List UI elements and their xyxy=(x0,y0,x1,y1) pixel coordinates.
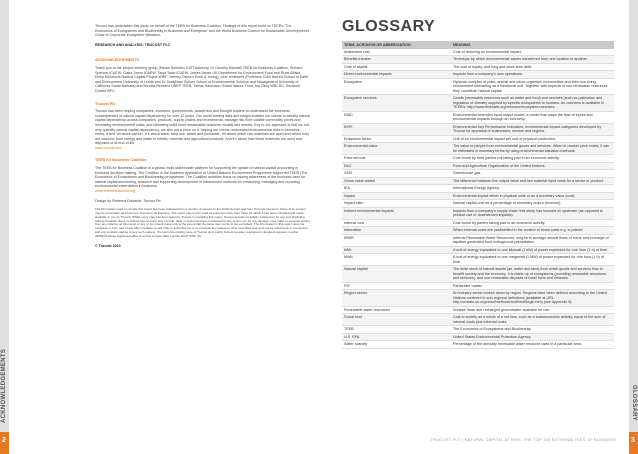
glossary-meaning: Impacts from a company's own operations. xyxy=(451,71,614,79)
glossary-row xyxy=(342,78,614,95)
glossary-meaning: Impacts from a company's supply chain; this study has focused on upstream (as opposed to product use or downstream impacts). xyxy=(451,207,614,219)
glossary-row xyxy=(342,333,614,341)
glossary-term: Social cost xyxy=(342,314,451,326)
glossary-meaning: An industry sector broken down by region. Regions have been defined according to the United Nations continent to sub-regional definitions (available at URL: http://unstats.un.org/unsd/methods/m49/m49regin.htm) (see Appendix 5). xyxy=(451,290,614,307)
glossary-meaning: Environmental extended input-output model, a model that maps the flow of inputs and environmental impacts through an economy. xyxy=(451,111,614,123)
glossary-term: Natural capital xyxy=(342,266,451,283)
glossary-row xyxy=(342,306,614,314)
glossary-row xyxy=(342,170,614,178)
glossary-row xyxy=(342,123,614,135)
glossary-term: Internalise xyxy=(342,227,451,235)
teeb-text: The TEEB for Business Coalition is a global, multi-stakeholder platform for supporting the uptake of natural capital accounting in business decision-making. The Coalition is the business application of United Nations Environment Programme supported TEEB (The Economics of Ecosystems and Biodiversity) programme. The Coalition activities focus on raising awareness of the business case for natural capital accounting, research and supporting development of harmonised methods for measuring, managing and reporting environmental externalities in business. xyxy=(95,166,308,189)
glossary-term: Gross value added xyxy=(342,177,451,185)
research-line: RESEARCH AND ANALYSIS: TRUCOST PLC xyxy=(95,42,171,47)
teeb-link-line xyxy=(95,189,310,194)
teeb-heading: TEEB for Business Coalition xyxy=(95,158,147,163)
glossary-term: Direct environmental impacts xyxy=(342,71,451,79)
acknowledgements-column xyxy=(95,20,310,253)
glossary-meaning: Natural capital cost as a percentage of monetary output (revenue). xyxy=(451,200,614,208)
glossary-meaning: Food and Agriculture Organization of the United Nations. xyxy=(451,162,614,170)
glossary-row xyxy=(342,200,614,208)
glossary-meaning: Cost borne by parties taking part in an economic activity. xyxy=(451,219,614,227)
glossary-row xyxy=(342,56,614,64)
glossary-term: TEEB xyxy=(342,326,451,334)
glossary-term: EIBD xyxy=(342,111,451,123)
glossary-meaning: A unit of energy equivalent to one megawatt (1 MW) of power expended for one hour (1 h) of time. xyxy=(451,254,614,266)
glossary-term: kWh xyxy=(342,246,451,254)
glossary-term: Ecosystem xyxy=(342,78,451,95)
acknowledgements-heading: ACKNOWLEDGEMENTS xyxy=(95,58,139,63)
glossary-row xyxy=(342,135,614,143)
glossary-term: Ecosystem services xyxy=(342,95,451,112)
glossary-meaning: The finite stock of natural assets (air, water and land) from which goods and services flow to benefit society and the economy. It is made up of ecosystems (providing renewable resources and services), and non-renewable deposits of fossil fuels and minerals. xyxy=(451,266,614,283)
glossary-row xyxy=(342,266,614,283)
acknowledgements-spine-label: ACKNOWLEDGEMENTS xyxy=(1,348,7,423)
glossary-row xyxy=(342,219,614,227)
glossary-term: Internal cost xyxy=(342,219,451,227)
right-page-number: 3 xyxy=(631,437,635,444)
glossary-meaning: Surface flows and recharged groundwater available for use. xyxy=(451,306,614,314)
glossary-meaning: Environmental impact either in physical units or as a monetary value (cost). xyxy=(451,192,614,200)
glossary-term: FAO xyxy=(342,162,451,170)
glossary-term: MWh xyxy=(342,254,451,266)
glossary-meaning: The difference between the output value and raw material input costs for a sector or product. xyxy=(451,177,614,185)
glossary-term: Impact ratio xyxy=(342,200,451,208)
glossary-meaning: The value to people from environmental goods and services. When in-market price exists, it can be estimated in monetary terms by using environmental valuation methods. xyxy=(451,143,614,155)
glossary-term: Renewable water resources xyxy=(342,306,451,314)
glossary-row xyxy=(342,177,614,185)
meaning-column-header: MEANING xyxy=(451,41,614,49)
glossary-row xyxy=(342,155,614,163)
glossary-spine-label: GLOSSARY xyxy=(631,385,637,421)
disclaimer: The information used to compile this report has been collected from a number of sources in the public domain and from Trucost's licensors. Some of its content may be proprietary and belong to Trucost or its licensors. The report may not be used for purposes other than those for which it has been compiled and made available to you by Trucost. Whilst every care has been taken by Trucost in compiling this report, Trucost accepts no liability whatsoever for any loss (including without limitation direct or indirect loss and any loss of profit, data, or economic loss) occasioned to any person nor for any damage, cost, claim or expense arising from any reliance on this report or any of its content (save only to the extent that the same may not be in law excluded). The information in this report does not constitute or form part of any offer, invitation to sell, offer to subscribe for or to purchase any shares or other securities and must not be relied upon in connection with any contract relating to any such matters. Trucost is the trading name of Trucost plc a public limited company registered in England company number 3929223 whose registered office is at One London Wall, London EC2Y 5AB, UK. xyxy=(95,207,310,238)
glossary-meaning: A unit of energy equivalent to one kilowatt (1 kW) of power expended for one hour (1 h) of time. xyxy=(451,246,614,254)
glossary-header-row xyxy=(342,41,614,49)
glossary-term: Indirect environmental impacts xyxy=(342,207,451,219)
glossary-meaning: Cost borne by third parties not taking part in an economic activity. xyxy=(451,155,614,163)
glossary-meaning: Dynamic complex of plant, animal and micro-organism communities and their non-living environment interacting as a functional unit. Together with aspects of non-renewable resources they constitute 'natural capital'. xyxy=(451,78,614,95)
glossary-row xyxy=(342,326,614,334)
design-credit: Design by Rebecca Edwards, Trucost Plc xyxy=(95,198,161,203)
glossary-row xyxy=(342,282,614,290)
copyright: © Trucost 2013 xyxy=(95,243,121,248)
glossary-meaning: The cost of equity, and long and short-term debt. xyxy=(451,63,614,71)
glossary-row xyxy=(342,111,614,123)
glossary-term: Impact xyxy=(342,192,451,200)
trucost-link-line xyxy=(95,146,310,151)
glossary-term: IRWR xyxy=(342,234,451,246)
trucost-link[interactable]: www.trucost.com xyxy=(95,145,123,150)
left-page-number: 2 xyxy=(2,437,6,444)
glossary-row xyxy=(342,207,614,219)
glossary-row xyxy=(342,314,614,326)
glossary-meaning: The Economics of Ecosystems and Biodiversity. xyxy=(451,326,614,334)
glossary-term: U.S. EPA xyxy=(342,333,451,341)
glossary-meaning: Internal Renewable Water Resources; long-term average annual flows of rivers and recharge of aquifers generated from endogenous precipitation. xyxy=(451,234,614,246)
acknowledgements-text: Thank you to the project steering group (Pavan Sukhdev GIST Advisory, Dr Dorothy Maxwell TEEB for Business Coalition, Richard Spencer ICAEW, Claire Jones ICAEW, Tanja Tadic ICAEW, James Vause UK Department for Environment Food and Rural Affairs, Emily McKenzie Natural Capital Project WWF, Jeremy Osborn Ernst & Young), peer reviewers (Professor Colin Barrett School of Earth and Environment University of Leeds and Dr Surajbhan Sollner School of Environmental Science and Management University of California Santa Barbara) and Nicolas Bertrand UNEP TEEB, Tobias Hartmann Global Nature Fund, Ina Zikey WBCSD, Suzanne Durant WRI. xyxy=(95,65,309,93)
glossary-term: PM xyxy=(342,282,451,290)
glossary-row xyxy=(342,246,614,254)
glossary-term: Cost of capital xyxy=(342,63,451,71)
glossary-term: Water scarcity xyxy=(342,341,451,349)
glossary-meaning: International Energy Agency. xyxy=(451,185,614,193)
glossary-term: Emissions factor xyxy=(342,135,451,143)
glossary-row xyxy=(342,234,614,246)
glossary-meaning: When external costs are paid/settled in the context of those costs e.g. a polluter. xyxy=(451,227,614,235)
glossary-term: External cost xyxy=(342,155,451,163)
glossary-row xyxy=(342,290,614,307)
glossary-row xyxy=(342,185,614,193)
glossary-row xyxy=(342,63,614,71)
term-column-header: TERM, ACRONYM OR ABBREVIATION xyxy=(342,41,451,49)
glossary-meaning: Environmental Key Performance Indicators, environmental impact categories developed by Trucost for appraisal of businesses, sectors and regions. xyxy=(451,123,614,135)
glossary-meaning: Particulate matter. xyxy=(451,282,614,290)
glossary-meaning: Goods (renewable resources such as water and food) and services (such as pollination and regulation of climate) supplied by specific ecosystems to humans. An overview is available in TEEB's: http://www.teebweb.org/resource/ecosystem-services. xyxy=(451,95,614,112)
glossary-row xyxy=(342,162,614,170)
glossary-term: Environmental value xyxy=(342,143,451,155)
glossary-row xyxy=(342,49,614,56)
glossary-meaning: United States Environmental Protection Agency. xyxy=(451,333,614,341)
glossary-term: Benefits transfer xyxy=(342,56,451,64)
glossary-row xyxy=(342,143,614,155)
glossary-title: GLOSSARY xyxy=(342,18,436,35)
glossary-term: Abatement cost xyxy=(342,49,451,56)
glossary-term: GHG xyxy=(342,170,451,178)
glossary-row xyxy=(342,71,614,79)
footer-text: TRUCOST PLC | NATURAL CAPITAL AT RISK: THE TOP 100 EXTERNALITIES OF BUSINESS xyxy=(430,437,616,442)
glossary-term: EKPI xyxy=(342,123,451,135)
glossary-meaning: Cost to society as a whole of a net loss, such as a socioeconomic activity, equal to the sum of internal costs plus external costs. xyxy=(451,314,614,326)
glossary-row xyxy=(342,254,614,266)
glossary-table xyxy=(342,41,614,349)
glossary-row xyxy=(342,341,614,349)
glossary-meaning: Percentage of the annually renewable water resource used in a particular area. xyxy=(451,341,614,349)
glossary-term: Region-sector xyxy=(342,290,451,307)
glossary-term: IEA xyxy=(342,185,451,193)
glossary-body xyxy=(342,49,614,349)
intro-paragraph: Trucost has undertaken this study on behalf of the TEEB for Business Coalition. Findings of this report build on TEEB's 'The Economics of Ecosystems and Biodiversity in Business and Enterprise' and the World Business Council for Sustainable Development's Guide to Corporate Ecosystem Valuation. xyxy=(95,24,310,38)
trucost-text: Trucost has been helping companies, investors, governments, academics and thought leaders to understand the economic consequences of natural capital dependency for over 12 years. Our world leading data and insight enables our clients to identify natural capital dependency across companies, products, supply chains and investments; manage risk from volatile commodity prices and increasing environmental costs; and ultimately build more sustainable business models and brands. Key to our approach is that we not only quantify natural capital dependency, we also put a price on it, helping our clients understand environmental risks in business terms. It isn't 'all about carbon'. It's about water, land use, waste and pollutants. It's about which raw materials are used and where they are sourced, from energy and water to metals, minerals and agricultural products. And it's about how these materials are used and disposed of at end-of-life. xyxy=(95,109,310,146)
glossary-row xyxy=(342,192,614,200)
glossary-meaning: Unit of an environmental impact per unit of physical production. xyxy=(451,135,614,143)
glossary-meaning: Technique by which environmental values transferred from one location to another. xyxy=(451,56,614,64)
glossary-row xyxy=(342,227,614,235)
trucost-heading: Trucost Plc xyxy=(95,101,116,106)
glossary-meaning: Cost of reducing an environmental impact. xyxy=(451,49,614,56)
glossary-row xyxy=(342,95,614,112)
glossary-meaning: Greenhouse gas. xyxy=(451,170,614,178)
teeb-link[interactable]: www.teebforbusiness.org xyxy=(95,189,136,194)
